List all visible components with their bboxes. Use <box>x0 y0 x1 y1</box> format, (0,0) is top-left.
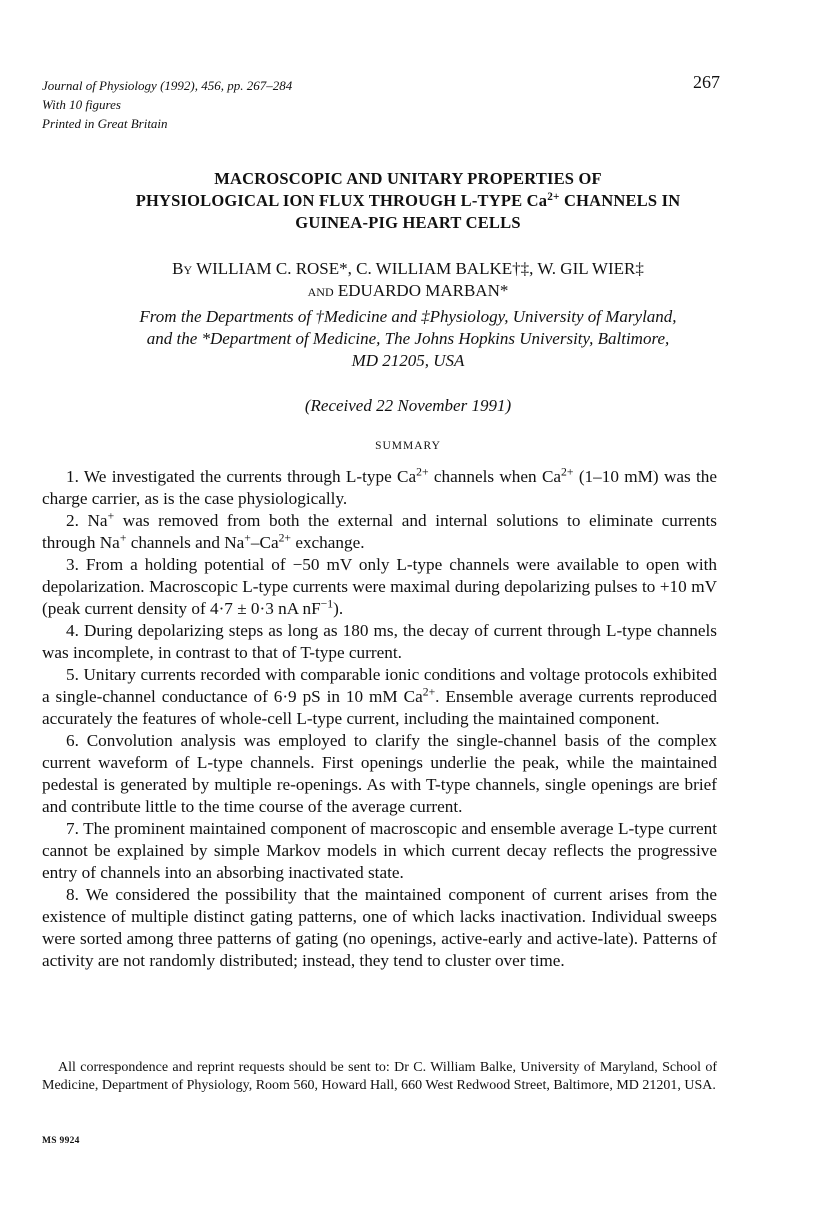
summary-point-1 <box>42 466 717 510</box>
summary-body <box>42 466 717 972</box>
author-line-1 <box>40 258 776 280</box>
received-date: (Received 22 November 1991) <box>304 396 512 415</box>
summary-point-8: 8. We considered the possibility that the maintained component of current arises from the existence of multiple distinct gating patterns, one of which lacks inactivation. Individual sweeps were sorted among three patterns of gating (no openings, active-early and active-late). Patterns of activity are not randomly distributed; instead, they tend to cluster over time. <box>42 885 717 970</box>
summary-point-1-sup-1: 2+ <box>416 465 429 479</box>
title-line-1: MACROSCOPIC AND UNITARY PROPERTIES OF <box>214 169 602 188</box>
title-line-2-superscript: 2+ <box>547 190 560 203</box>
affiliation-line-3: MD 21205, USA <box>351 351 465 370</box>
title-line-2-text-a: PHYSIOLOGICAL ION FLUX THROUGH L-TYPE Ca <box>135 191 548 210</box>
footnote-text: All correspondence and reprint requests should be sent to: Dr C. William Balke, University of Maryland, School of Medicine, Department of Physiology, Room 560, Howard Hall, 660 West Redwood Street, Baltimore, MD 21201, USA. <box>42 1060 717 1093</box>
summary-point-3-text-b: ). <box>333 599 344 618</box>
article-title <box>40 168 776 234</box>
title-line-2-text-b: CHANNELS IN <box>559 191 681 210</box>
summary-point-2-text-a: 2. Na <box>66 511 108 530</box>
summary-point-2-sup-3: + <box>244 531 251 545</box>
title-line-2 <box>40 190 776 212</box>
summary-point-6: 6. Convolution analysis was employed to clarify the single-channel basis of the complex current waveform of L-type channels. First openings underlie the peak, while the maintained pedestal is generated by multiple re-openings. As with T-type channels, single openings are brief and contribute little to the time course of the average current. <box>42 731 717 816</box>
correspondence-footnote <box>42 1059 717 1095</box>
author-names-2: EDUARDO MARBAN* <box>337 281 509 300</box>
summary-point-2-text-e: exchange. <box>291 533 365 552</box>
summary-point-2-text-c: channels and Na <box>126 533 245 552</box>
journal-line-2: With 10 figures <box>42 97 121 112</box>
summary-point-4: 4. During depolarizing steps as long as 180 ms, the decay of current through L-type channels was incomplete, in contrast to that of T-type current. <box>42 621 717 662</box>
summary-point-7: 7. The prominent maintained component of macroscopic and ensemble average L-type current cannot be explained by simple Markov models in which current decay reflects the progressive entry of channels into an absorbing inactivated state. <box>42 819 717 882</box>
summary-point-1-text-b: channels when Ca <box>428 467 562 486</box>
summary-point-5-sup: 2+ <box>422 685 436 699</box>
affiliation-line-2: and the *Department of Medicine, The Johns Hopkins University, Baltimore, <box>146 329 670 348</box>
author-names-1: WILLIAM C. ROSE*, C. WILLIAM BALKE†‡, W. GIL WIER‡ <box>196 259 644 278</box>
affiliation <box>40 306 776 372</box>
page-number: 267 <box>693 72 720 92</box>
summary-point-5-text-b: . Ensemble average currents reproduced accurately the features of whole-cell L-type current, including the maintained component. <box>42 687 717 728</box>
summary-point-3-sup: −1 <box>320 597 334 611</box>
summary-heading: SUMMARY <box>375 440 441 452</box>
summary-point-1-sup-2: 2+ <box>561 465 574 479</box>
manuscript-code: MS 9924 <box>42 1136 80 1146</box>
author-by: By <box>172 259 193 278</box>
summary-point-5-text-a: 5. Unitary currents recorded with comparable ionic conditions and voltage protocols exhibited a single-channel conductance of 6·9 pS in 10 mM Ca <box>42 665 717 706</box>
summary-point-2-text-d: –Ca <box>250 533 279 552</box>
journal-line-1: Journal of Physiology (1992), 456, pp. 267–284 <box>42 78 293 93</box>
title-line-3: GUINEA-PIG HEART CELLS <box>295 213 521 232</box>
summary-point-1-text-a: 1. We investigated the currents through L-type Ca <box>66 467 417 486</box>
affiliation-line-1: From the Departments of †Medicine and ‡Physiology, University of Maryland, <box>139 307 677 326</box>
summary-point-2-sup-4: 2+ <box>278 531 292 545</box>
summary-point-5 <box>42 664 717 730</box>
summary-point-2-sup-1: + <box>107 509 115 523</box>
journal-line-3: Printed in Great Britain <box>42 116 168 131</box>
summary-point-2 <box>42 510 717 554</box>
summary-point-3-text-a: 3. From a holding potential of −50 mV only L-type channels were available to open with depolarization. Macroscopic L-type currents were maximal during depolarizing pulses to +10 mV (peak current density of 4·7 ± 0·3 nA nF <box>42 555 717 618</box>
summary-point-3 <box>42 554 717 620</box>
summary-point-1-text-c: (1–10 mM) was the charge carrier, as is the case physiologically. <box>42 467 718 508</box>
summary-point-2-sup-2: + <box>119 531 127 545</box>
author-line-2 <box>40 280 776 302</box>
summary-point-2-text-b: was removed from both the external and internal solutions to eliminate currents through Na <box>42 511 717 552</box>
author-and: and <box>307 281 334 300</box>
journal-citation <box>42 76 292 133</box>
author-list <box>40 258 776 302</box>
